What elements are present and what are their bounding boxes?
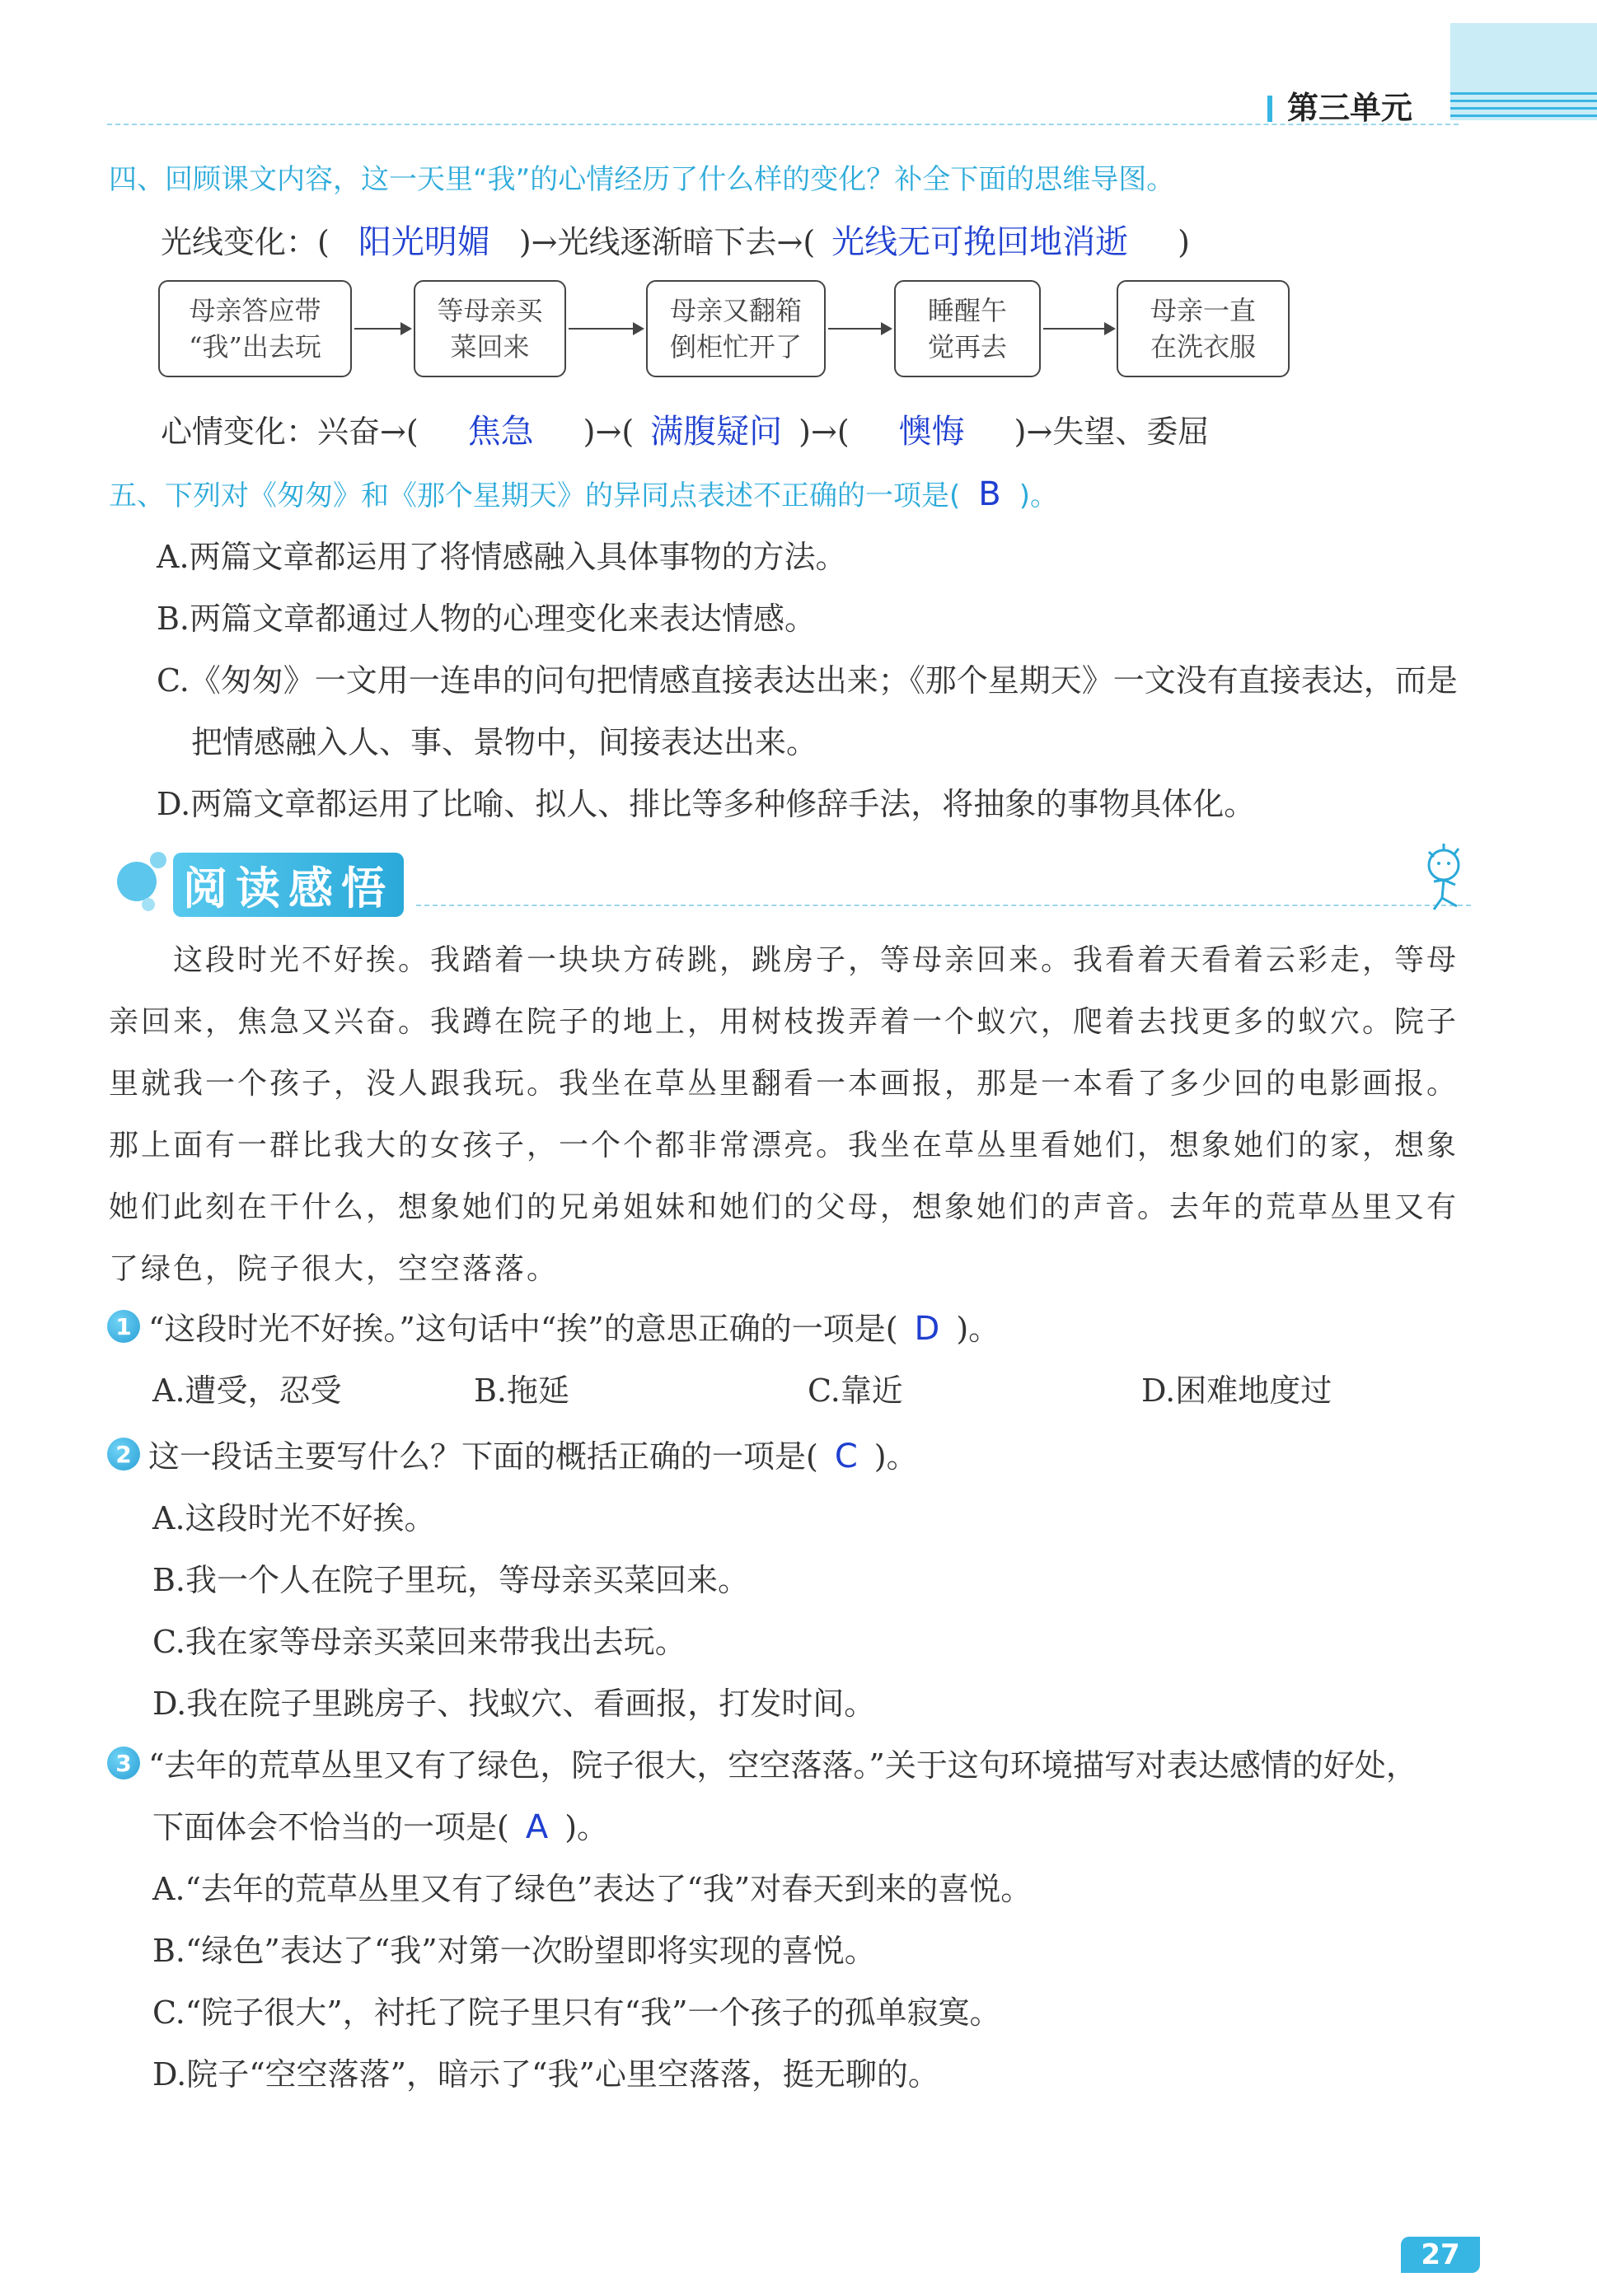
q5-option-d: D.两篇文章都运用了比喻、拟人、排比等多种修辞手法，将抽象的事物具体化。 bbox=[157, 786, 1256, 822]
reading-q1-option-a: A.遭受，忍受 bbox=[152, 1372, 342, 1409]
section-divider bbox=[416, 905, 1471, 906]
q5-title-text: 五、下列对《匆匆》和《那个星期天》的异同点表述不正确的一项是( bbox=[109, 479, 961, 512]
q5-option-c: C.《匆匆》一文用一连串的问句把情感直接表达出来；《那个星期天》一文没有直接表达，而是 bbox=[157, 662, 1458, 699]
flow-box-4 bbox=[894, 280, 1041, 377]
reading-q3-text: 下面体会不恰当的一项是( bbox=[152, 1809, 509, 1845]
light-answer-1: 阳光明媚 bbox=[358, 223, 490, 261]
mood-answer-2: 满腹疑问 bbox=[650, 413, 783, 451]
reading-q3-stem-line2 bbox=[152, 1802, 608, 1847]
reading-q2-option-b: B.我一个人在院子里玩，等母亲买菜回来。 bbox=[152, 1562, 750, 1598]
reading-q2-answer: C bbox=[834, 1438, 858, 1475]
q5-option-c-cont: 把情感融入人、事、景物中，间接表达出来。 bbox=[191, 724, 818, 760]
reading-q1-option-c: C.靠近 bbox=[808, 1372, 903, 1409]
page-number: 27 bbox=[1401, 2237, 1480, 2273]
light-mid: )→光线逐渐暗下去→( bbox=[518, 224, 816, 260]
flow-box-1-line1: 母亲答应带 bbox=[189, 295, 321, 326]
reading-q3-option-c: C.“院子很大”，衬托了院子里只有“我”一个孩子的孤单寂寞。 bbox=[152, 1994, 1001, 2031]
q5-title-end: )。 bbox=[1019, 479, 1058, 512]
flow-arrow-2 bbox=[569, 328, 643, 330]
reading-q1-text: “这段时光不好挨。”这句话中“挨”的意思正确的一项是( bbox=[148, 1311, 898, 1347]
cartoon-child-icon bbox=[1409, 840, 1483, 914]
passage-line-3: 里就我一个孩子，没人跟我玩。我坐在草丛里翻看一本画报，那是一本看了多少回的电影画报。 bbox=[109, 1067, 1459, 1101]
header-divider bbox=[107, 124, 1459, 125]
q5-answer: B bbox=[978, 475, 1001, 513]
reading-q1-answer: D bbox=[914, 1310, 940, 1348]
header-stripes bbox=[1450, 92, 1597, 120]
bubbles-decoration bbox=[109, 849, 175, 914]
mood-end: )→失望、委屈 bbox=[1014, 414, 1210, 450]
reading-q3-answer: A bbox=[525, 1808, 549, 1846]
section-badge: 阅读感悟 bbox=[173, 853, 404, 917]
reading-q3-option-a: A.“去年的荒草丛里又有了绿色”表达了“我”对春天到来的喜悦。 bbox=[152, 1871, 1033, 1907]
question-number-2: 2 bbox=[107, 1438, 140, 1471]
mood-sep-2: )→( bbox=[798, 414, 850, 450]
flow-box-2-line2: 菜回来 bbox=[450, 331, 530, 362]
mood-sep-1: )→( bbox=[583, 414, 635, 450]
flow-box-3 bbox=[646, 280, 826, 377]
reading-q3-option-d: D.院子“空空落落”，暗示了“我”心里空落落，挺无聊的。 bbox=[152, 2056, 939, 2093]
unit-title: 第三单元 bbox=[1287, 90, 1413, 126]
flow-box-4-line2: 觉再去 bbox=[927, 331, 1007, 362]
header-accent-bar bbox=[1267, 96, 1272, 122]
flow-box-5-line1: 母亲一直 bbox=[1150, 295, 1256, 326]
flow-box-3-line2: 倒柜忙开了 bbox=[669, 331, 802, 362]
q5-option-b: B.两篇文章都通过人物的心理变化来表达情感。 bbox=[157, 601, 817, 637]
reading-q1-option-b: B.拖延 bbox=[474, 1372, 570, 1409]
light-end: ) bbox=[1178, 224, 1190, 260]
flow-box-5-line2: 在洗衣服 bbox=[1150, 331, 1256, 362]
reading-q3-end: )。 bbox=[564, 1809, 609, 1845]
reading-q2-option-d: D.我在院子里跳房子、找蚁穴、看画报，打发时间。 bbox=[152, 1686, 876, 1722]
reading-q3-stem-line1: “去年的荒草丛里又有了绿色，院子很大，空空落落。”关于这句环境描写对表达感情的好处， bbox=[148, 1747, 1417, 1784]
passage-line-4: 那上面有一群比我大的女孩子，一个个都非常漂亮。我坐在草丛里看她们，想象她们的家，想象 bbox=[109, 1129, 1459, 1162]
light-change-line bbox=[161, 216, 1190, 263]
mood-label: 心情变化：兴奋→( bbox=[161, 414, 419, 450]
flow-box-3-line1: 母亲又翻箱 bbox=[669, 295, 802, 326]
question-number-3: 3 bbox=[107, 1747, 140, 1779]
passage-line-6: 了绿色，院子很大，空空落落。 bbox=[109, 1252, 560, 1286]
flow-box-1 bbox=[158, 280, 352, 377]
passage-line-5: 她们此刻在干什么，想象她们的兄弟姐妹和她们的父母，想象她们的声音。去年的荒草丛里又有 bbox=[109, 1190, 1459, 1224]
flow-arrow-4 bbox=[1043, 328, 1114, 330]
flow-box-2 bbox=[414, 280, 566, 377]
flow-arrow-3 bbox=[828, 328, 891, 330]
light-label: 光线变化：( bbox=[161, 224, 330, 260]
mood-change-line bbox=[161, 405, 1209, 452]
question-number-1: 1 bbox=[107, 1310, 140, 1343]
reading-q3-option-b: B.“绿色”表达了“我”对第一次盼望即将实现的喜悦。 bbox=[152, 1933, 876, 1969]
reading-passage bbox=[109, 929, 1493, 1300]
passage-line-1: 这段时光不好挨。我踏着一块块方砖跳，跳房子，等母亲回来。我看着天看着云彩走，等母 bbox=[109, 943, 1459, 977]
q5-option-a: A.两篇文章都运用了将情感融入具体事物的方法。 bbox=[157, 539, 847, 575]
q5-title bbox=[109, 473, 1058, 513]
reading-q2-end: )。 bbox=[873, 1438, 918, 1475]
reading-q1-stem bbox=[148, 1303, 1000, 1349]
passage-line-2: 亲回来，焦急又兴奋。我蹲在院子的地上，用树枝拨弄着一个蚁穴，爬着去找更多的蚁穴。院子 bbox=[109, 1005, 1459, 1039]
reading-q2-option-a: A.这段时光不好挨。 bbox=[152, 1500, 436, 1536]
mood-answer-3: 懊悔 bbox=[898, 413, 965, 451]
mood-answer-1: 焦急 bbox=[467, 413, 534, 451]
reading-q2-option-c: C.我在家等母亲买菜回来带我出去玩。 bbox=[152, 1624, 686, 1660]
flow-box-4-line1: 睡醒午 bbox=[927, 295, 1007, 326]
reading-q1-end: )。 bbox=[956, 1311, 1000, 1347]
reading-q2-stem bbox=[148, 1431, 918, 1476]
reading-q1-option-d: D.困难地度过 bbox=[1141, 1372, 1332, 1409]
flow-arrow-1 bbox=[354, 328, 410, 330]
flow-box-2-line1: 等母亲买 bbox=[437, 295, 543, 326]
flow-box-1-line2: “我”出去玩 bbox=[189, 331, 321, 362]
reading-q2-text: 这一段话主要写什么？下面的概括正确的一项是( bbox=[148, 1438, 818, 1475]
light-answer-2: 光线无可挽回地消逝 bbox=[831, 223, 1129, 261]
flow-box-5 bbox=[1117, 280, 1290, 377]
q4-title: 四、回顾课文内容，这一天里“我”的心情经历了什么样的变化？补全下面的思维导图。 bbox=[109, 163, 1175, 196]
